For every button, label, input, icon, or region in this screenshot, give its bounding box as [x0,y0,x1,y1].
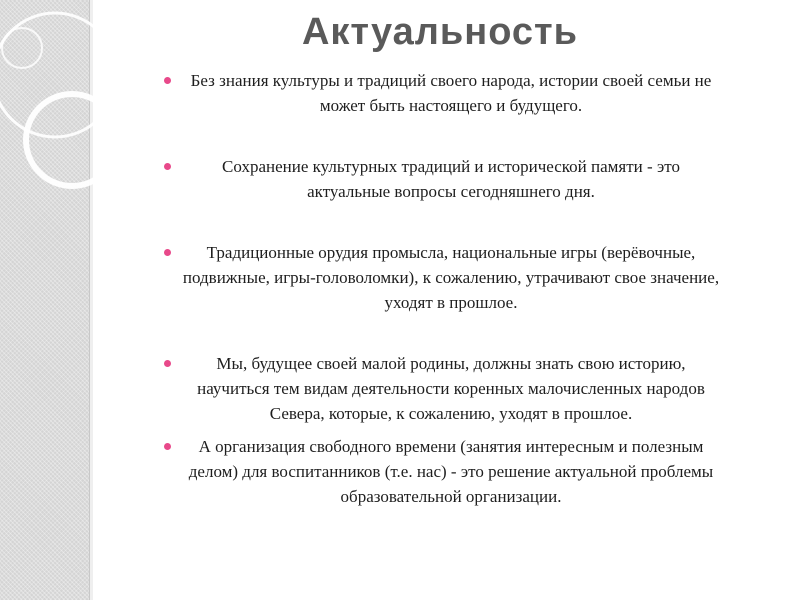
bullet-text: А организация свободного времени (занятия интересным и полезным делом) для воспитанников (т.е. нас) - это решение актуальной проблемы образовательной организации. [188,437,714,506]
bullet-text: Сохранение культурных традиций и исторической памяти - это актуальные вопросы сегодняшнего дня. [222,157,680,201]
bullet-item [160,240,720,315]
bullet-item [160,351,720,426]
bullet-item [160,434,720,509]
bullet-item [160,68,720,118]
bullet-item [160,154,720,204]
bullet-text: Без знания культуры и традиций своего народа, истории своей семьи не может быть настоящего и будущего. [190,71,712,115]
bullet-text: Традиционные орудия промысла, национальные игры (верёвочные, подвижные, игры-головоломки), к сожалению, утрачивают свое значение, уходят в прошлое. [182,243,720,312]
bullet-list [160,68,720,509]
bullet-dot-icon [164,249,171,256]
decorative-ring-small [2,28,42,68]
bullet-dot-icon [164,163,171,170]
bullet-dot-icon [164,443,171,450]
decorative-ring-medium [26,94,118,186]
bullet-dot-icon [164,360,171,367]
slide-title: Актуальность [301,11,579,53]
bullet-dot-icon [164,77,171,84]
decorative-ring-large [0,13,117,137]
bullet-text: Мы, будущее своей малой родины, должны знать свою историю, научиться тем видам деятельности коренных малочисленных народов Севера, которые, к сожалению, уходят в прошлое. [197,354,705,423]
